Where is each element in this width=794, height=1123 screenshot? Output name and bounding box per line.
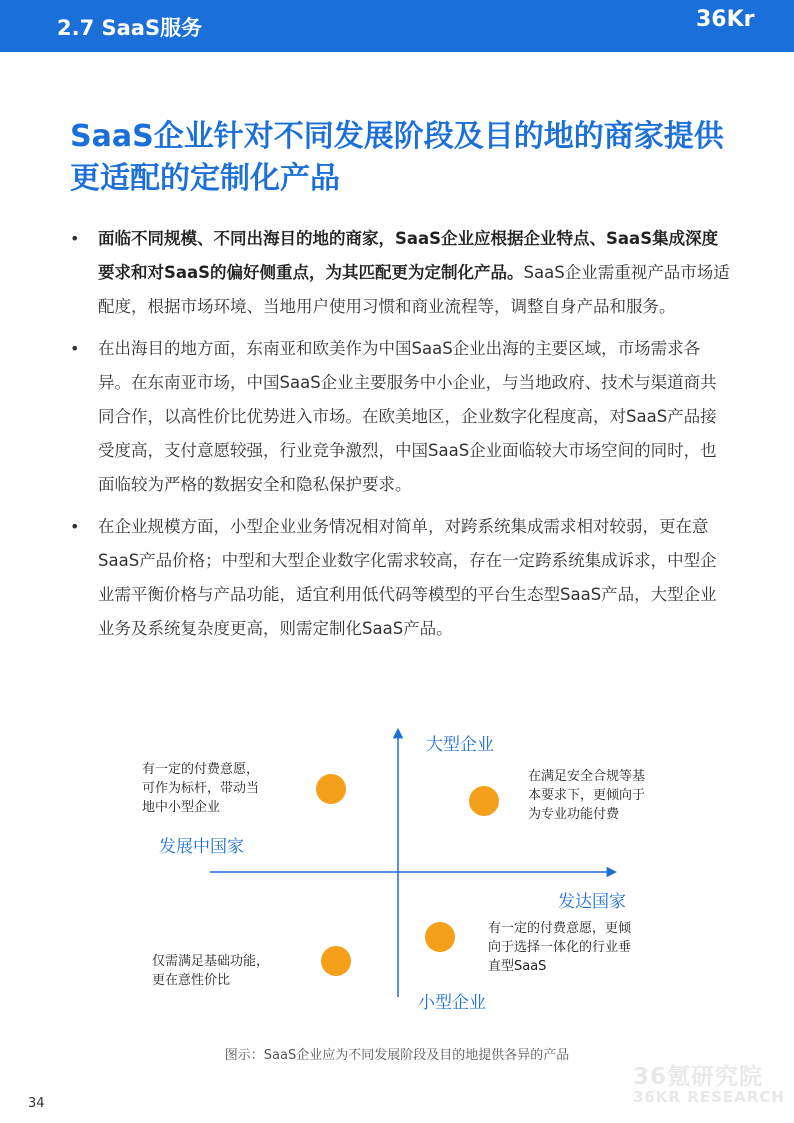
- bullet-dot: •: [70, 339, 80, 358]
- quadrant-text-bottom-left-1: 仅需满足基础功能，: [152, 954, 270, 969]
- page-number: 34: [28, 1096, 45, 1111]
- quadrant-text-top-right-2: 本要求下，更倾向于: [528, 788, 646, 803]
- bullet-dot: •: [70, 229, 80, 248]
- axis-label-bottom: 小型企业: [418, 993, 486, 1013]
- bullet-text: 在企业规模方面，小型企业业务情况相对简单，对跨系统集成需求相对较弱，更在意SaaS产品价格；中型和大型企业数字化需求较高，存在一定跨系统集成诉求，中型企业需平衡价格与产品功能，适宜利用低代码等模型的平台生态型SaaS产品，大型企业业务及系统复杂度更高，则需定制化SaaS产品。: [98, 517, 717, 638]
- figure-caption: 图示：SaaS企业应为不同发展阶段及目的地提供各异的产品: [224, 1048, 570, 1063]
- quadrant-dot-top-right: [469, 786, 499, 816]
- section-title: 2.7 SaaS服务: [57, 16, 203, 40]
- quadrant-text-top-left-3: 地中小型企业: [142, 800, 221, 815]
- watermark-cn: 36氪研究院: [633, 1064, 764, 1090]
- bullet-text: SaaS企业需重视产品市场适配度，根据市场环境、当地用户使用习惯和商业流程等，调整自身产品和服务。: [98, 263, 730, 316]
- watermark-en: 36KR RESEARCH: [633, 1088, 785, 1106]
- bullet-dot: •: [70, 517, 80, 536]
- brand-logo: [688, 0, 794, 52]
- bullet-item: [70, 332, 730, 502]
- quadrant-dot-bottom-right: [425, 922, 455, 952]
- quadrant-text-top-right-1: 在满足安全合规等基: [528, 769, 646, 784]
- quadrant-text-top-left-1: 有一定的付费意愿，: [142, 762, 260, 777]
- logo-text: 36Kr: [696, 7, 755, 32]
- quadrant-text-bottom-right-2: 向于选择一体化的行业垂: [488, 940, 632, 955]
- axis-label-left: 发展中国家: [159, 837, 244, 857]
- quadrant-text-bottom-left-2: 更在意性价比: [152, 973, 231, 988]
- axis-label-top: 大型企业: [426, 735, 494, 755]
- quadrant-text-top-left-2: 可作为标杆，带动当: [142, 781, 260, 796]
- quadrant-text-bottom-right-3: 直型SaaS: [488, 959, 547, 974]
- bullet-text: 在出海目的地方面，东南亚和欧美作为中国SaaS企业出海的主要区域，市场需求各异。在东南亚市场，中国SaaS企业主要服务中小企业，与当地政府、技术与渠道商共同合作，以高性价比优势进入市场。在欧美地区，企业数字化程度高，对SaaS产品接受度高，支付意愿较强，行业竞争激烈，中国SaaS企业面临较大市场空间的同时，也面临较为严格的数据安全和隐私保护要求。: [98, 339, 717, 494]
- quadrant-text-top-right-3: 为专业功能付费: [528, 807, 620, 822]
- bullet-item: [70, 222, 730, 324]
- bullet-item: [70, 510, 730, 646]
- header-bar: [0, 0, 794, 52]
- quadrant-dot-bottom-left: [321, 946, 351, 976]
- bullet-bold-text: 面临不同规模、不同出海目的地的商家，SaaS企业应根据企业特点、SaaS集成深度要求和对SaaS的偏好侧重点，为其匹配更为定制化产品。: [98, 229, 719, 282]
- quadrant-dot-top-left: [316, 774, 346, 804]
- bullet-list: [70, 222, 730, 654]
- quadrant-diagram: [130, 722, 670, 1022]
- axis-label-right: 发达国家: [558, 892, 626, 912]
- page-title: SaaS企业针对不同发展阶段及目的地的商家提供更适配的定制化产品: [70, 119, 724, 196]
- quadrant-text-bottom-right-1: 有一定的付费意愿，更倾: [488, 921, 632, 936]
